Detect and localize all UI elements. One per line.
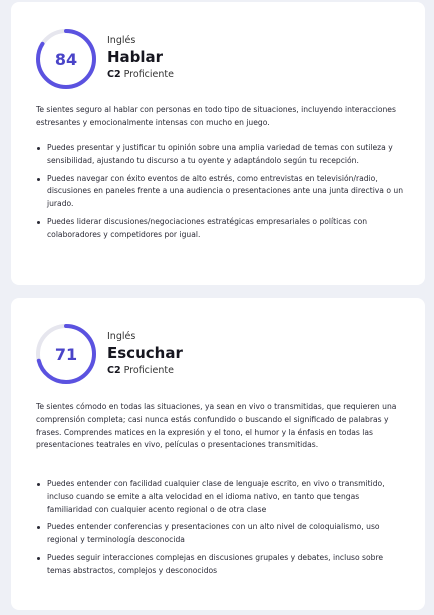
skill-bullet: Puedes seguir interacciones complejas en discusiones grupales y debates, incluso sobre temas abstractos, complejos y desconocidos bbox=[36, 552, 404, 578]
skill-bullet: Puedes presentar y justificar tu opinión sobre una amplia variedad de temas con sutileza y sensibilidad, ajustando tu discurso a tu oyente y adaptándolo según tu recepción. bbox=[36, 142, 404, 168]
level-label bbox=[107, 364, 183, 377]
skill-bullet: Puedes entender conferencias y presentaciones con un alto nivel de coloquialismo, uso regional y terminología desconocida bbox=[36, 521, 404, 547]
skill-bullet-list bbox=[36, 478, 404, 583]
score-ring bbox=[35, 323, 97, 385]
skill-bullet: Puedes navegar con éxito eventos de alto estrés, como entrevistas en televisión/radio, discusiones en paneles frente a una audiencia o presentaciones ante una junta directiva o un jurado. bbox=[36, 173, 404, 211]
level-code: C2 bbox=[107, 69, 121, 80]
skill-bullet: Puedes entender con facilidad cualquier clase de lenguaje escrito, en vivo o transmitido, incluso cuando se emite a alta velocidad en el idioma nativo, en tanto que tengas familiaridad con cualquier acento regional o de otra clase bbox=[36, 478, 404, 516]
level-name: Proficiente bbox=[123, 69, 174, 80]
score-ring bbox=[35, 28, 97, 90]
score-value: 84 bbox=[54, 49, 78, 69]
skill-bullet-list bbox=[36, 142, 404, 247]
level-code: C2 bbox=[107, 365, 121, 376]
level-label bbox=[107, 68, 174, 81]
language-label: Inglés bbox=[107, 35, 136, 46]
score-value: 71 bbox=[54, 344, 78, 364]
skill-description: Te sientes cómodo en todas las situaciones, ya sean en vivo o transmitidas, que requieren una comprensión completa; casi nunca estás confundido o buscando el significado de palabras y frases. Comprendes matices en la expresión y el tono, el humor y la énfasis en todas las presentaciones teatrales en vivo, películas o presentaciones transmitidas. bbox=[36, 402, 397, 450]
skill-header bbox=[107, 331, 183, 377]
level-name: Proficiente bbox=[123, 365, 174, 376]
skill-bullet: Puedes liderar discusiones/negociaciones estratégicas empresariales o políticas con colaboradores y competidores por igual. bbox=[36, 216, 404, 242]
skill-header bbox=[107, 35, 174, 81]
skill-description: Te sientes seguro al hablar con personas en todo tipo de situaciones, incluyendo interacciones estresantes y emocionalmente intensas con mucho en juego. bbox=[36, 105, 396, 127]
skill-title: Hablar bbox=[107, 48, 164, 66]
language-label: Inglés bbox=[107, 331, 136, 342]
skill-card-speaking bbox=[11, 2, 425, 285]
skill-title: Escuchar bbox=[107, 344, 183, 362]
skill-card-listening bbox=[11, 298, 425, 610]
